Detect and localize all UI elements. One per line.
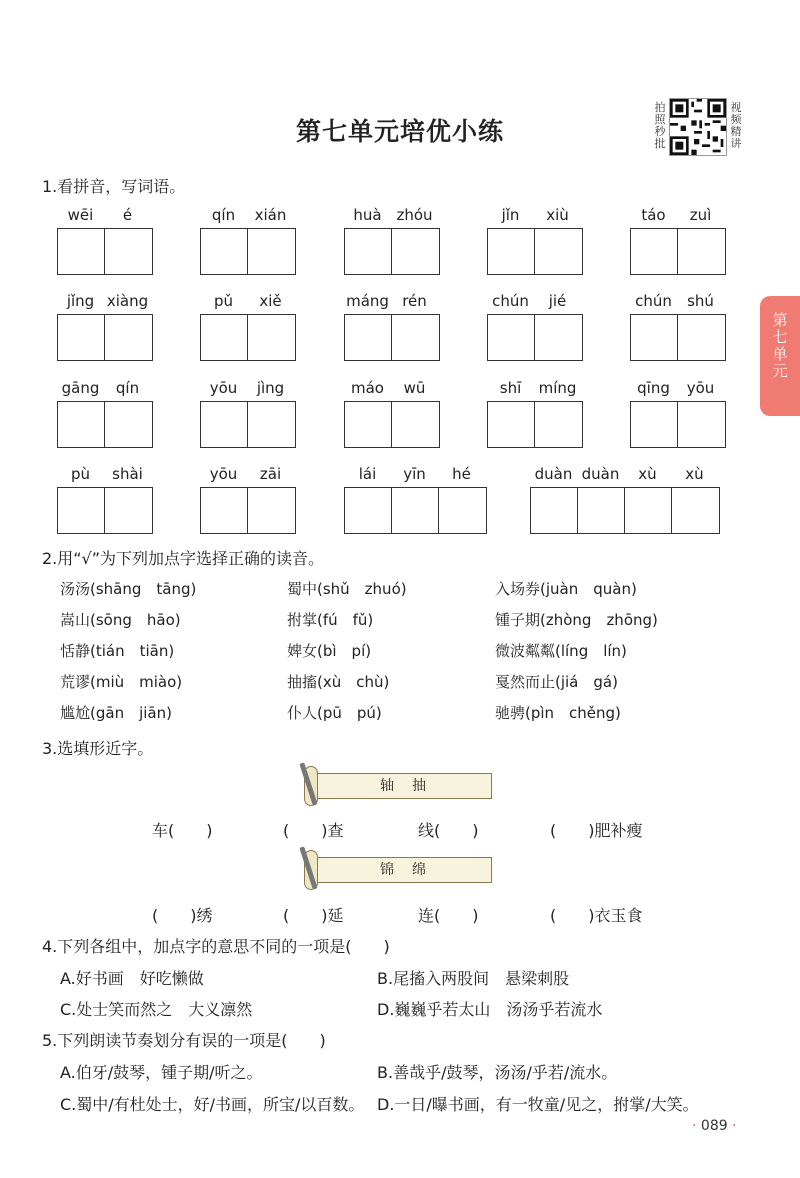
writing-cell[interactable] <box>578 488 625 533</box>
writing-cell[interactable] <box>58 229 105 274</box>
reading-choice[interactable]: 尴尬(gān jiān) <box>60 704 172 722</box>
pinyin-syllable: é <box>122 206 133 224</box>
qr-left-label: 拍 照 秒 批 <box>654 101 666 150</box>
pinyin-syllable: shài <box>112 465 143 483</box>
writing-cell[interactable] <box>201 229 248 274</box>
pinyin-syllable: zuì <box>689 206 712 224</box>
q4-option-b[interactable]: B.尾搐入两股间 悬梁刺股 <box>377 969 570 988</box>
q2-heading: 2.用“√”为下列加点字选择正确的读音。 <box>42 549 325 568</box>
reading-choice[interactable]: 蜀中(shǔ zhuó) <box>287 580 407 598</box>
writing-cell[interactable] <box>58 488 105 533</box>
writing-cell[interactable] <box>631 402 678 447</box>
writing-grid[interactable] <box>487 314 583 361</box>
writing-grid[interactable] <box>344 401 440 448</box>
writing-cell[interactable] <box>392 402 439 447</box>
unit-side-tab[interactable]: 第 七 单 元 <box>760 296 800 416</box>
reading-choice[interactable]: 仆人(pū pú) <box>287 704 382 722</box>
writing-grid[interactable] <box>344 228 440 275</box>
pinyin-syllable: qīng <box>637 379 670 397</box>
pinyin-syllable: yōu <box>686 379 715 397</box>
pinyin-syllable: jié <box>548 292 567 310</box>
writing-cell[interactable] <box>439 488 486 533</box>
writing-cell[interactable] <box>535 315 582 360</box>
q4-option-a[interactable]: A.好书画 好吃懒做 <box>60 969 204 988</box>
writing-cell[interactable] <box>345 402 392 447</box>
writing-cell[interactable] <box>488 315 535 360</box>
pinyin-syllable: huà <box>353 206 382 224</box>
q3-heading: 3.选填形近字。 <box>42 739 154 758</box>
q3-blank[interactable]: 线( ) <box>418 821 479 840</box>
q4-option-c[interactable]: C.处士笑而然之 大义凛然 <box>60 1000 253 1019</box>
pinyin-syllable: xiě <box>259 292 282 310</box>
q5-option-c[interactable]: C.蜀中/有杜处士，好/书画，所宝/以百数。 <box>60 1095 365 1114</box>
pinyin-syllable: qín <box>211 206 236 224</box>
qr-right-label: 视 频 精 讲 <box>730 101 742 150</box>
qr-block[interactable] <box>650 98 746 156</box>
qr-code-icon[interactable] <box>669 98 727 156</box>
q3-blank[interactable]: 车( ) <box>152 821 213 840</box>
writing-cell[interactable] <box>248 488 295 533</box>
writing-grid[interactable] <box>200 487 296 534</box>
writing-cell[interactable] <box>631 229 678 274</box>
writing-grid[interactable] <box>530 487 720 534</box>
reading-choice[interactable]: 入场券(juàn quàn) <box>495 580 637 598</box>
writing-cell[interactable] <box>392 229 439 274</box>
writing-grid[interactable] <box>630 228 726 275</box>
page-number: · 089 · <box>692 1118 737 1134</box>
pinyin-syllable: xián <box>254 206 287 224</box>
writing-cell[interactable] <box>248 315 295 360</box>
reading-choice[interactable]: 嵩山(sōng hāo) <box>60 611 181 629</box>
reading-choice[interactable]: 荒谬(miù miào) <box>60 673 183 691</box>
pinyin-syllable: yōu <box>209 379 238 397</box>
reading-choice[interactable]: 恬静(tián tiān) <box>60 642 175 660</box>
pinyin-syllable: pǔ <box>213 292 234 310</box>
q3-blank[interactable]: 连( ) <box>418 906 479 925</box>
page-title: 第七单元培优小练 <box>295 117 504 146</box>
q3-scroll-2 <box>302 854 494 886</box>
writing-grid[interactable] <box>57 228 153 275</box>
writing-cell[interactable] <box>678 229 725 274</box>
pinyin-syllable: gāng <box>61 379 100 397</box>
pinyin-syllable: máo <box>351 379 384 397</box>
q3-scroll-1 <box>302 770 494 802</box>
writing-cell[interactable] <box>105 229 152 274</box>
writing-cell[interactable] <box>535 402 582 447</box>
pinyin-syllable: chún <box>492 292 529 310</box>
writing-cell[interactable] <box>678 402 725 447</box>
writing-cell[interactable] <box>201 488 248 533</box>
pinyin-syllable: jǐng <box>66 292 95 310</box>
reading-choice[interactable]: 汤汤(shāng tāng) <box>60 580 197 598</box>
reading-choice[interactable]: 锺子期(zhòng zhōng) <box>495 611 658 629</box>
pinyin-syllable: yōu <box>209 465 238 483</box>
reading-choice[interactable]: 婢女(bì pí) <box>287 642 372 660</box>
pinyin-syllable: yīn <box>403 465 426 483</box>
pinyin-syllable: máng <box>346 292 389 310</box>
pinyin-syllable: pù <box>70 465 91 483</box>
q5-heading: 5.下列朗读节奏划分有误的一项是( ) <box>42 1031 326 1050</box>
writing-cell[interactable] <box>531 488 578 533</box>
reading-choice[interactable]: 抽搐(xù chù) <box>287 673 390 691</box>
pinyin-syllable: táo <box>641 206 666 224</box>
pinyin-syllable: qín <box>115 379 140 397</box>
writing-grid[interactable] <box>344 314 440 361</box>
writing-grid[interactable] <box>57 487 153 534</box>
writing-cell[interactable] <box>488 402 535 447</box>
writing-cell[interactable] <box>248 229 295 274</box>
writing-cell[interactable] <box>105 488 152 533</box>
reading-choice[interactable]: 驰骋(pìn chěng) <box>495 704 621 722</box>
pinyin-syllable: jìng <box>256 379 285 397</box>
q1-heading: 1.看拼音，写词语。 <box>42 177 186 196</box>
pinyin-syllable: xù <box>638 465 657 483</box>
writing-grid[interactable] <box>344 487 487 534</box>
writing-cell[interactable] <box>672 488 719 533</box>
pinyin-syllable: míng <box>538 379 577 397</box>
pinyin-syllable: duàn <box>581 465 620 483</box>
writing-cell[interactable] <box>345 315 392 360</box>
writing-cell[interactable] <box>535 229 582 274</box>
scroll-chars: 锦 绵 <box>380 862 428 878</box>
writing-cell[interactable] <box>105 402 152 447</box>
pinyin-syllable: jǐn <box>501 206 520 224</box>
reading-choice[interactable]: 拊掌(fú fǔ) <box>287 611 374 629</box>
reading-choice[interactable]: 微波粼粼(líng lín) <box>495 642 627 660</box>
writing-cell[interactable] <box>248 402 295 447</box>
reading-choice[interactable]: 戛然而止(jiá gá) <box>495 673 618 691</box>
q5-option-b[interactable]: B.善哉乎/鼓琴，汤汤/乎若/流水。 <box>377 1063 618 1082</box>
writing-grid[interactable] <box>57 401 153 448</box>
q5-option-a[interactable]: A.伯牙/鼓琴，锺子期/听之。 <box>60 1063 263 1082</box>
writing-cell[interactable] <box>392 315 439 360</box>
writing-cell[interactable] <box>678 315 725 360</box>
pinyin-syllable: shī <box>499 379 522 397</box>
pinyin-syllable: shú <box>687 292 714 310</box>
pinyin-syllable: wū <box>403 379 426 397</box>
scroll-chars: 轴 抽 <box>380 778 428 794</box>
writing-grid[interactable] <box>57 314 153 361</box>
writing-cell[interactable] <box>631 315 678 360</box>
q3-blank[interactable]: ( )延 <box>283 906 344 925</box>
pinyin-syllable: duàn <box>534 465 573 483</box>
writing-grid[interactable] <box>200 228 296 275</box>
writing-cell[interactable] <box>105 315 152 360</box>
pinyin-syllable: hé <box>452 465 471 483</box>
q4-heading: 4.下列各组中，加点字的意思不同的一项是( ) <box>42 937 390 956</box>
pinyin-syllable: zhóu <box>396 206 433 224</box>
writing-grid[interactable] <box>487 401 583 448</box>
q4-option-d[interactable]: D.巍巍乎若太山 汤汤乎若流水 <box>377 1000 603 1019</box>
writing-cell[interactable] <box>58 402 105 447</box>
writing-cell[interactable] <box>392 488 439 533</box>
writing-cell[interactable] <box>201 402 248 447</box>
pinyin-syllable: xù <box>685 465 704 483</box>
pinyin-syllable: xiù <box>546 206 569 224</box>
pinyin-syllable: zāi <box>259 465 282 483</box>
q3-blank[interactable]: ( )肥补瘦 <box>550 821 643 840</box>
writing-grid[interactable] <box>200 314 296 361</box>
writing-grid[interactable] <box>487 228 583 275</box>
writing-cell[interactable] <box>58 315 105 360</box>
q5-option-d[interactable]: D.一日/曝书画，有一牧童/见之，拊掌/大笑。 <box>377 1095 699 1114</box>
writing-cell[interactable] <box>201 315 248 360</box>
pinyin-syllable: chún <box>635 292 672 310</box>
q3-blank[interactable]: ( )绣 <box>152 906 213 925</box>
writing-grid[interactable] <box>200 401 296 448</box>
pinyin-syllable: lái <box>358 465 377 483</box>
writing-grid[interactable] <box>630 314 726 361</box>
pinyin-syllable: xiàng <box>106 292 149 310</box>
writing-cell[interactable] <box>345 488 392 533</box>
writing-cell[interactable] <box>488 229 535 274</box>
q3-blank[interactable]: ( )衣玉食 <box>550 906 643 925</box>
pinyin-syllable: rén <box>402 292 427 310</box>
writing-grid[interactable] <box>630 401 726 448</box>
writing-cell[interactable] <box>345 229 392 274</box>
pinyin-syllable: wēi <box>67 206 94 224</box>
q3-blank[interactable]: ( )查 <box>283 821 344 840</box>
writing-cell[interactable] <box>625 488 672 533</box>
